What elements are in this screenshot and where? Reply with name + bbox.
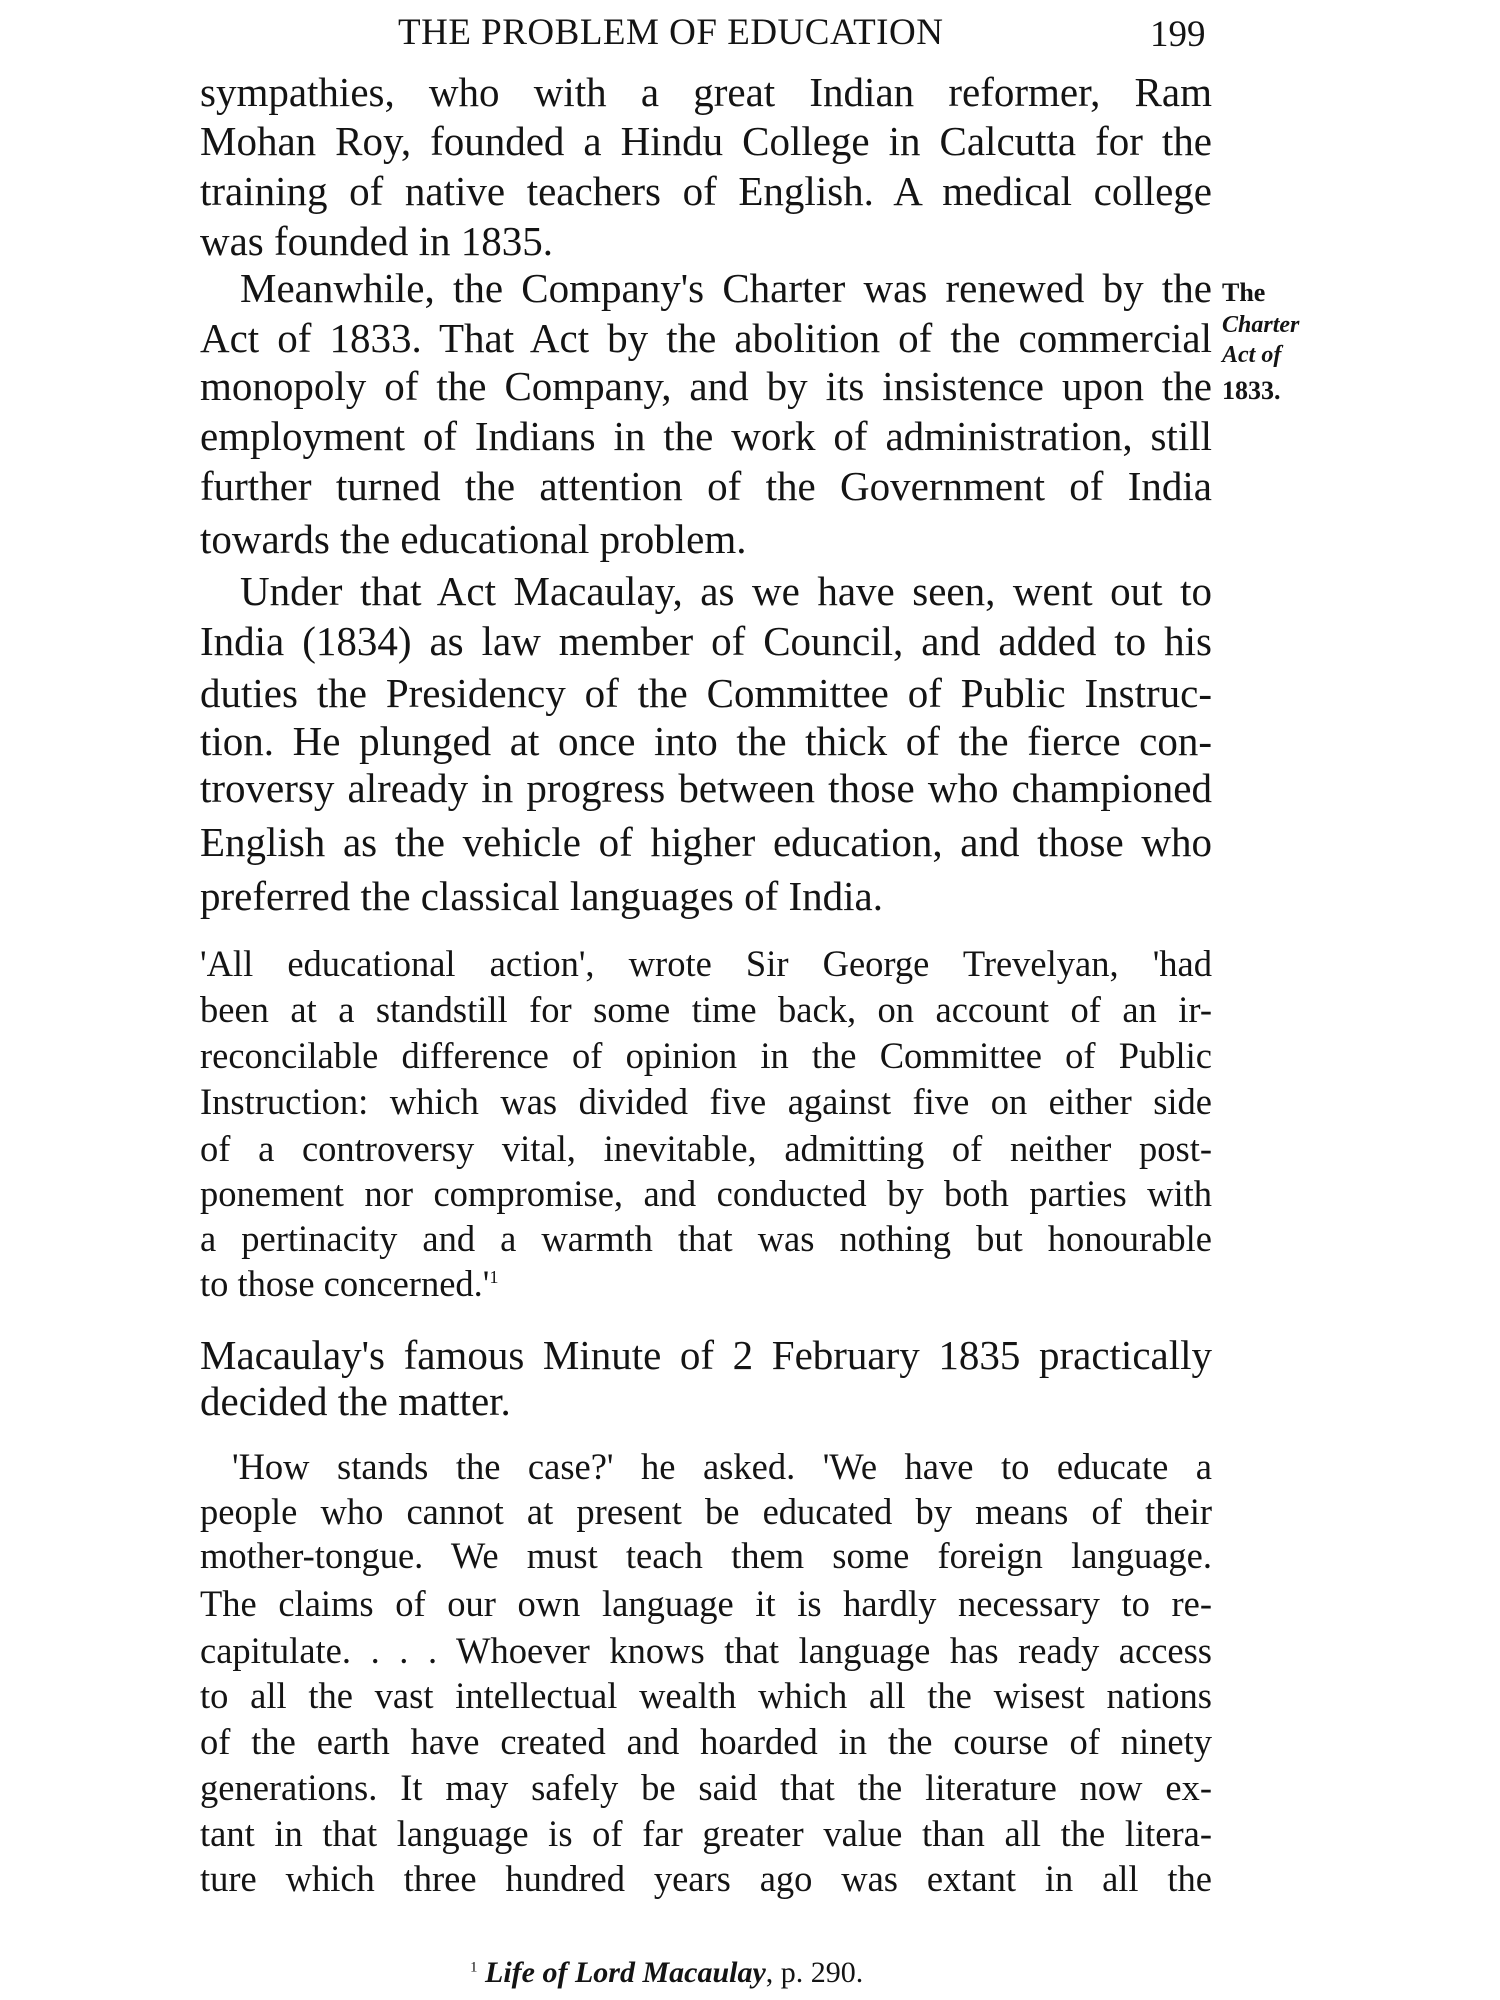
footnote-page-ref: , p. 290. <box>765 1956 864 1989</box>
quote-line <box>200 1263 1212 1304</box>
quote-line: ponement nor compromise, and conducted by both parties with <box>200 1173 1212 1214</box>
text-line: Meanwhile, the Company's Charter was renewed by the <box>240 265 1212 311</box>
text-line: employment of Indians in the work of administration, still <box>200 413 1212 459</box>
text-line: tion. He plunged at once into the thick of the fierce con- <box>200 718 1212 764</box>
text-line: sympathies, who with a great Indian reformer, Ram <box>200 69 1212 115</box>
text-line: decided the matter. <box>200 1378 511 1424</box>
quote-text: to those concerned.' <box>200 1263 490 1304</box>
text-line: Act of 1833. That Act by the abolition of the commercial <box>200 315 1212 361</box>
quote-line: a pertinacity and a warmth that was nothing but honourable <box>200 1218 1212 1259</box>
quote-line: people who cannot at present be educated by means of their <box>200 1491 1212 1532</box>
text-line: further turned the attention of the Government of India <box>200 463 1212 509</box>
quote-line: mother-tongue. We must teach them some foreign language. <box>200 1535 1212 1576</box>
quote-line: 'All educational action', wrote Sir George Trevelyan, 'had <box>200 943 1212 984</box>
text-line: monopoly of the Company, and by its insistence upon the <box>200 363 1212 409</box>
quote-line: generations. It may safely be said that the literature now ex- <box>200 1767 1212 1808</box>
quote-line: Instruction: which was divided five against five on either side <box>200 1081 1212 1122</box>
quote-line: to all the vast intellectual wealth which all the wisest nations <box>200 1675 1212 1716</box>
quote-line: of the earth have created and hoarded in the course of ninety <box>200 1721 1212 1762</box>
text-line: Under that Act Macaulay, as we have seen, went out to <box>240 568 1212 614</box>
quote-line: been at a standstill for some time back, on account of an ir- <box>200 989 1212 1030</box>
quote-line: of a controversy vital, inevitable, admitting of neither post- <box>200 1128 1212 1169</box>
text-line: training of native teachers of English. A medical college <box>200 168 1212 214</box>
footnote-reference: 1 <box>489 1267 499 1288</box>
footnote <box>470 1958 863 1988</box>
text-line: Mohan Roy, founded a Hindu College in Calcutta for the <box>200 118 1212 164</box>
quote-line: ture which three hundred years ago was extant in all the <box>200 1858 1212 1899</box>
text-line: towards the educational problem. <box>200 516 747 562</box>
quote-line: reconcilable difference of opinion in the Committee of Public <box>200 1035 1212 1076</box>
margin-note-line: Act of <box>1222 342 1282 368</box>
text-line: was founded in 1835. <box>200 218 554 264</box>
text-line: Macaulay's famous Minute of 2 February 1835 practically <box>200 1332 1212 1378</box>
text-line: preferred the classical languages of India. <box>200 873 884 919</box>
text-line: India (1834) as law member of Council, and added to his <box>200 618 1212 664</box>
quote-line: The claims of our own language it is hardly necessary to re- <box>200 1583 1212 1624</box>
quote-line: tant in that language is of far greater value than all the litera- <box>200 1813 1212 1854</box>
running-title: THE PROBLEM OF EDUCATION <box>398 12 944 53</box>
footnote-marker: 1 <box>470 1959 478 1976</box>
text-line: duties the Presidency of the Committee of Public Instruc- <box>200 670 1212 716</box>
margin-note-line: Charter <box>1222 312 1300 338</box>
quote-line: capitulate. . . . Whoever knows that language has ready access <box>200 1630 1212 1671</box>
margin-note-line: 1833. <box>1222 376 1281 405</box>
margin-note-line: The <box>1222 278 1266 307</box>
footnote-title: Life of Lord Macaulay <box>485 1956 766 1989</box>
quote-line: 'How stands the case?' he asked. 'We have to educate a <box>232 1446 1212 1487</box>
text-line: troversy already in progress between those who championed <box>200 765 1212 811</box>
text-line: English as the vehicle of higher education, and those who <box>200 819 1212 865</box>
page-number: 199 <box>1150 14 1206 55</box>
